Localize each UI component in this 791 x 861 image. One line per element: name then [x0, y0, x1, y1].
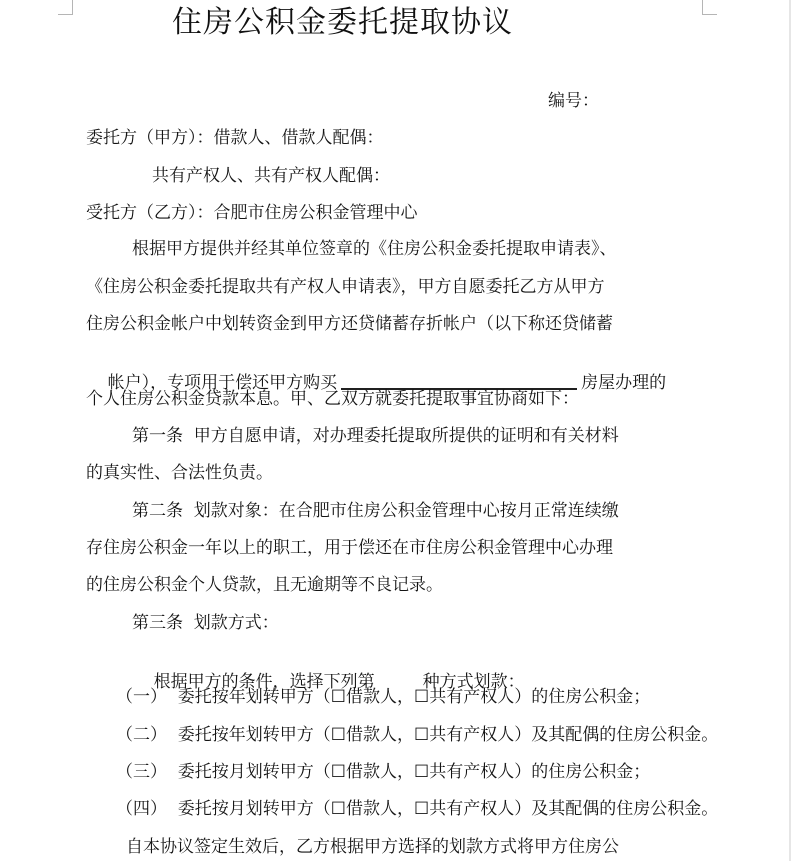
- closing-line: 自本协议签定生效后，乙方根据甲方选择的划款方式将甲方住房公: [126, 837, 619, 857]
- number-label: 编号：: [548, 91, 599, 111]
- article-3-heading: 第三条 划款方式：: [132, 613, 279, 633]
- article-2-line-2: 存住房公积金一年以上的职工，用于偿还在市住房公积金管理中心办理: [86, 538, 613, 558]
- party-a-co-owner-line: 共有产权人、共有产权人配偶：: [152, 166, 390, 186]
- intro-line-4-end: 房屋办理的: [581, 373, 667, 393]
- party-a-line: 委托方（甲方）：借款人、借款人配偶：: [86, 128, 384, 148]
- option-4: （四） 委托按月划转甲方（☐借款人，☐共有产权人）及其配偶的住房公积金。: [116, 799, 719, 819]
- choose-text-end: 种方式划款：: [422, 672, 525, 692]
- document-title: 住房公积金委托提取协议: [172, 5, 513, 40]
- option-1: （一） 委托按年划转甲方（☐借款人，☐共有产权人）的住房公积金；: [116, 687, 651, 707]
- article-1-line-1: 第一条 甲方自愿申请，对办理委托提取所提供的证明和有关材料: [132, 426, 619, 446]
- intro-line-4-start: 帐户），专项用于偿还甲方购买: [107, 373, 338, 393]
- page-corner-mark-left: [58, 0, 73, 15]
- page-corner-mark-right: [702, 0, 717, 15]
- article-2-line-1: 第二条 划款对象：在合肥市住房公积金管理中心按月正常连续缴: [132, 501, 619, 521]
- intro-line-2: 《住房公积金委托提取共有产权人申请表》，甲方自愿委托乙方从甲方: [86, 277, 605, 297]
- choose-text-start: 根据甲方的条件，选择下列第: [153, 672, 375, 692]
- article-2-line-3: 的住房公积金个人贷款，且无逾期等不良记录。: [86, 575, 443, 595]
- article-1-line-2: 的真实性、合法性负责。: [86, 463, 273, 483]
- intro-line-5: 个人住房公积金贷款本息。甲、乙双方就委托提取事宜协商如下：: [86, 389, 579, 409]
- intro-line-1: 根据甲方提供并经其单位签章的《住房公积金委托提取申请表》、: [132, 239, 617, 259]
- option-3: （三） 委托按月划转甲方（☐借款人，☐共有产权人）的住房公积金；: [116, 762, 651, 782]
- option-2: （二） 委托按年划转甲方（☐借款人，☐共有产权人）及其配偶的住房公积金。: [116, 725, 719, 745]
- intro-line-3: 住房公积金帐户中划转资金到甲方还贷储蓄存折帐户（以下称还贷储蓄: [86, 314, 613, 334]
- party-b-line: 受托方（乙方）：合肥市住房公积金管理中心: [86, 203, 418, 223]
